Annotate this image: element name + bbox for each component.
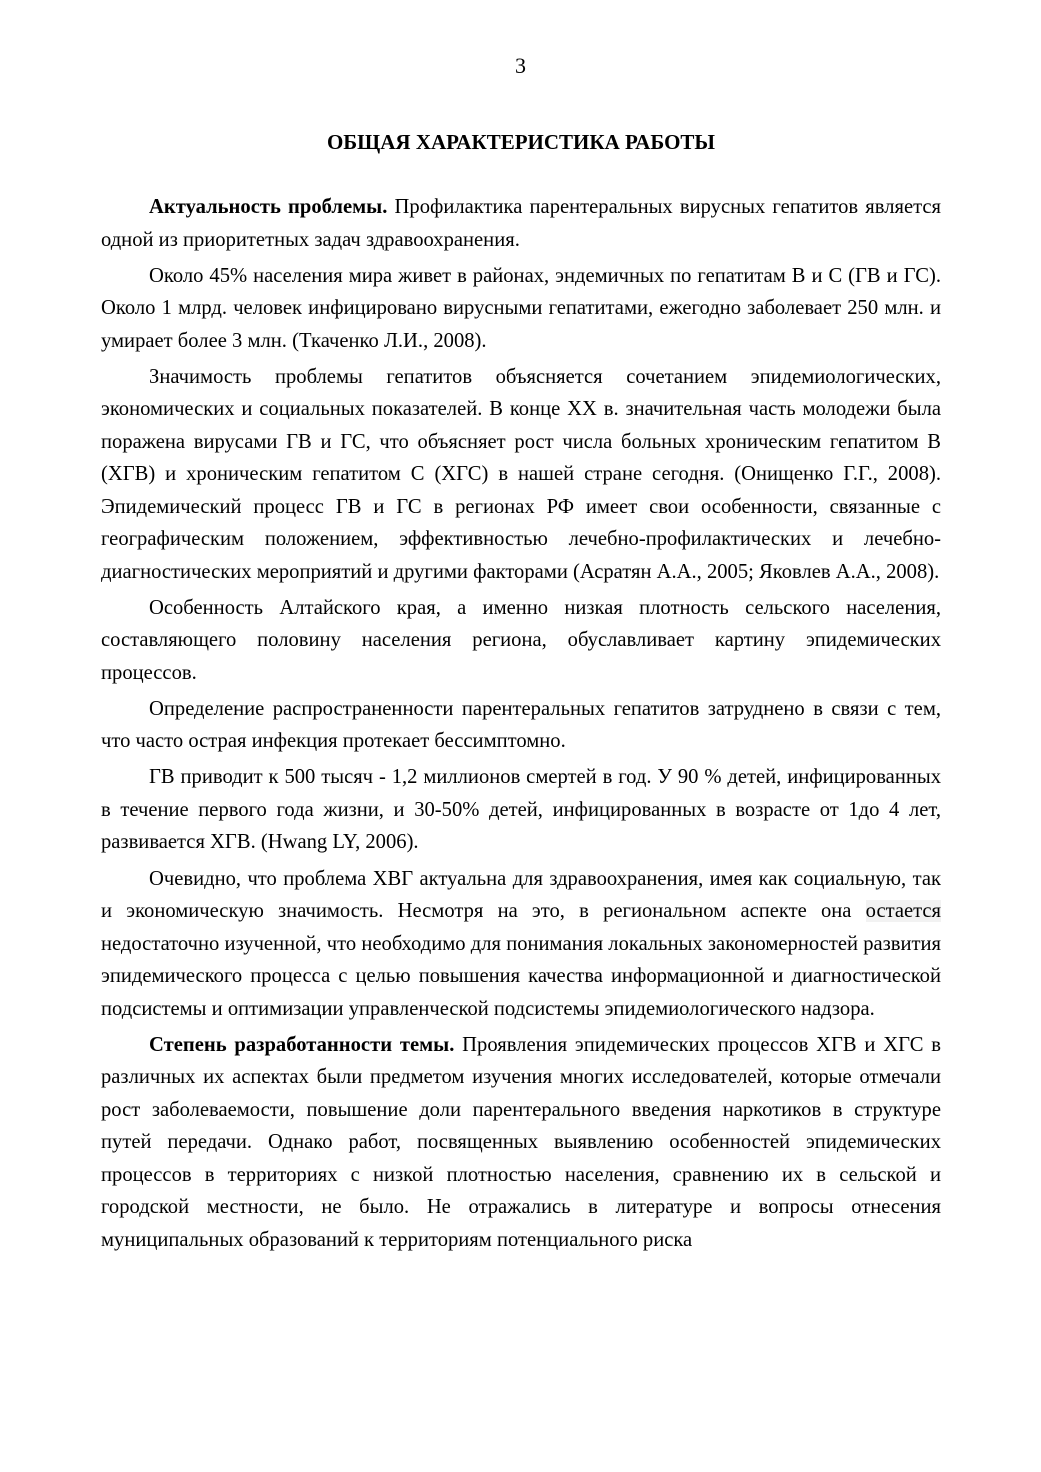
section-title: ОБЩАЯ ХАРАКТЕРИСТИКА РАБОТЫ [326,130,716,154]
paragraph-text: Значимость проблемы гепатитов объясняется сочетанием эпидемиологических, экономических и социальных показателей. В конце ХХ в. значительная часть молодежи была поражена вирусами ГВ и ГС, что объясняет рост числа больных хроническим гепатитом В (ХГВ) и хроническим гепатитом С (ХГС) в нашей стране сегодня. (Онищенко Г.Г., 2008). Эпидемический процесс ГВ и ГС в регионах РФ имеет свои особенности, связанные с географическим положением, эффективностью лечебно-профилактических и лечебно-диагностических мероприятий и другими факторами (Асратян А.А., 2005; Яковлев А.А., 2008). [101,365,941,583]
paragraph-text: Профилактика парентеральных вирусных гепатитов является одной из приоритетных задач здравоохранения. [101,196,941,251]
paragraph-altai-region [101,592,941,690]
paragraph-text: Особенность Алтайского края, а именно низкая плотность сельского населения, составляющего половину населения региона, обуславливает картину эпидемических процессов. [101,596,941,684]
paragraph-mortality [101,761,941,859]
paragraph-text: Около 45% населения мира живет в районах, эндемичных по гепатитам В и С (ГВ и ГС). Около 1 млрд. человек инфицировано вирусными гепатитами, ежегодно заболевает 250 млн. и умирает более 3 млн. (Ткаченко Л.И., 2008). [101,264,941,352]
body-text [101,191,941,1260]
paragraph-text: недостаточно изученной, что необходимо для понимания локальных закономерностей развития эпидемического процесса с целью повышения качества информационной и диагностической подсистемы и оптимизации управленческой подсистемы эпидемиологического надзора. [101,932,941,1020]
paragraph-regional-aspect [101,863,941,1026]
paragraph-text: ГВ приводит к 500 тысяч - 1,2 миллионов смертей в год. У 90 % детей, инфицированных в течение первого года жизни, и 30-50% детей, инфицированных в возрасте от 1до 4 лет, развивается ХГВ. (Hwang LY, 2006). [101,766,941,854]
paragraph-relevance [101,191,941,256]
paragraph-research-degree [101,1029,941,1257]
paragraph-lead: Степень разработанности темы. [149,1033,455,1056]
paragraph-lead: Актуальность проблемы. [149,196,388,218]
page-number: 3 [515,53,526,78]
paragraph-prevalence [101,260,941,358]
paragraph-text: Очевидно, что проблема ХВГ актуальна для здравоохранения, имея как социальную, так и экономическую значимость. Несмотря на это, в региональном аспекте она [101,867,941,923]
paragraph-text: Определение распространенности парентеральных гепатитов затруднено в связи с тем, что часто острая инфекция протекает бессимптомно. [101,697,941,753]
paragraph-significance [101,361,941,589]
highlighted-text: остается [865,900,941,923]
paragraph-text: Проявления эпидемических процессов ХГВ и ХГС в различных их аспектах были предметом изучения многих исследователей, которые отмечали рост заболеваемости, повышение доли парентерального введения наркотиков в структуре путей передачи. Однако работ, посвященных выявлению особенностей эпидемических процессов в территориях с низкой плотностью населения, сравнению их в сельской и городской местности, не было. Не отражались в литературе и вопросы отнесения муниципальных образований к территориям потенциального риска [101,1033,941,1251]
paragraph-detection [101,693,941,758]
